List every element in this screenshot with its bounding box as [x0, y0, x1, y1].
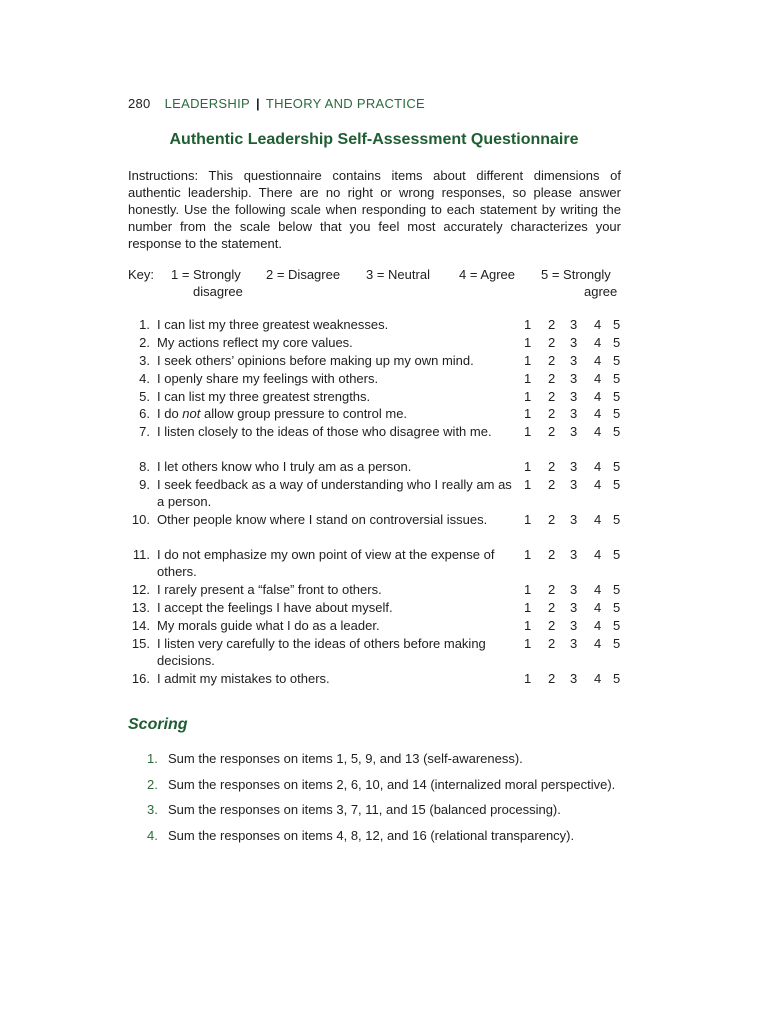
header-section: LEADERSHIP: [164, 96, 250, 111]
key-option-3: 3 = Neutral: [366, 267, 430, 282]
scoring-step-number: 2.: [147, 776, 158, 792]
rating-option-3[interactable]: 3: [570, 352, 578, 368]
item-text: I let others know who I truly am as a person.: [157, 459, 412, 475]
rating-option-1[interactable]: 1: [524, 512, 532, 528]
item-text: I do not emphasize my own point of view at the expense of others.: [157, 547, 495, 580]
rating-option-4[interactable]: 4: [594, 352, 602, 368]
scoring-step-number: 1.: [147, 751, 158, 766]
rating-option-4[interactable]: 4: [594, 406, 602, 422]
scoring-step: [128, 827, 648, 853]
rating-option-2[interactable]: 2: [548, 635, 556, 651]
rating-option-3[interactable]: 3: [570, 317, 578, 332]
rating-option-1[interactable]: 1: [524, 370, 532, 386]
rating-option-1[interactable]: 1: [524, 459, 532, 475]
rating-option-5[interactable]: 5: [613, 582, 621, 598]
rating-option-2[interactable]: 2: [548, 582, 556, 598]
rating-option-3[interactable]: 3: [570, 670, 578, 686]
scoring-step-text: Sum the responses on items 4, 8, 12, and 16 (relational transparency).: [168, 828, 575, 844]
list-item: [128, 670, 622, 688]
rating-option-3[interactable]: 3: [570, 424, 578, 440]
rating-option-2[interactable]: 2: [548, 334, 556, 350]
item-number: 15.: [131, 635, 150, 651]
rating-option-5[interactable]: 5: [613, 635, 621, 651]
item-number: 3.: [139, 352, 150, 368]
rating-option-5[interactable]: 5: [613, 388, 621, 404]
rating-option-2[interactable]: 2: [548, 512, 556, 528]
key-option-5: 5 = Strongly: [541, 267, 611, 282]
scoring-step-number: 4.: [147, 828, 158, 844]
scoring-step: [128, 750, 648, 776]
item-text: I seek feedback as a way of understanding who I really am as a person.: [157, 477, 512, 510]
key-option-2: 2 = Disagree: [266, 267, 341, 282]
rating-option-4[interactable]: 4: [594, 459, 602, 475]
list-item: [128, 370, 622, 388]
item-number: 2.: [139, 334, 150, 350]
item-text: I can list my three greatest strengths.: [157, 388, 371, 404]
scoring-step-text: Sum the responses on items 2, 6, 10, and 14 (internalized moral perspective).: [168, 776, 616, 792]
instructions-paragraph: Instructions: This questionnaire contains items about different dimensions of authentic leadership. There are no right or wrong responses, so please answer honestly. Use the following scale when responding to each statement by writing the number from the scale below that you feel most accurately characterizes your response to the statement.: [128, 168, 621, 251]
rating-option-4[interactable]: 4: [594, 512, 602, 528]
key-option-4: 4 = Agree: [459, 267, 516, 282]
key-option-1: 1 = Strongly: [171, 267, 241, 282]
rating-option-5[interactable]: 5: [613, 670, 621, 686]
item-number: 7.: [139, 424, 150, 440]
list-item: [128, 405, 622, 423]
rating-option-3[interactable]: 3: [570, 406, 578, 422]
rating-option-5[interactable]: 5: [613, 406, 621, 422]
rating-option-3[interactable]: 3: [570, 582, 578, 598]
rating-option-5[interactable]: 5: [613, 512, 621, 528]
rating-option-5[interactable]: 5: [613, 547, 621, 563]
rating-option-3[interactable]: 3: [570, 477, 578, 493]
rating-option-4[interactable]: 4: [594, 370, 602, 386]
list-item: [128, 635, 622, 670]
rating-option-3[interactable]: 3: [570, 388, 578, 404]
header-subtitle: THEORY AND PRACTICE: [265, 96, 425, 111]
list-item: [128, 581, 622, 599]
rating-option-1[interactable]: 1: [524, 670, 532, 686]
rating-option-3[interactable]: 3: [570, 459, 578, 475]
item-number: 4.: [139, 370, 150, 386]
rating-option-1[interactable]: 1: [524, 317, 532, 332]
item-number: 14.: [131, 618, 150, 634]
item-text: I openly share my feelings with others.: [157, 370, 379, 386]
list-item: [128, 316, 622, 334]
rating-option-2[interactable]: 2: [548, 477, 556, 493]
rating-option-2[interactable]: 2: [548, 600, 556, 616]
rating-option-5[interactable]: 5: [613, 618, 621, 634]
rating-option-1[interactable]: 1: [524, 618, 532, 634]
rating-option-1[interactable]: 1: [524, 547, 532, 563]
rating-option-1[interactable]: 1: [524, 406, 532, 422]
running-header: [128, 96, 425, 111]
rating-option-2[interactable]: 2: [548, 670, 556, 686]
item-text: I admit my mistakes to others.: [157, 670, 330, 686]
rating-option-2[interactable]: 2: [548, 547, 556, 563]
item-number: 10.: [131, 512, 150, 528]
rating-option-4[interactable]: 4: [594, 334, 602, 350]
rating-option-2[interactable]: 2: [548, 352, 556, 368]
rating-option-5[interactable]: 5: [613, 334, 621, 350]
item-text: My actions reflect my core values.: [157, 334, 353, 350]
rating-option-4[interactable]: 4: [594, 600, 602, 616]
scoring-step-text: Sum the responses on items 1, 5, 9, and 13 (self-awareness).: [168, 751, 523, 766]
rating-option-4[interactable]: 4: [594, 670, 602, 686]
list-item: [128, 511, 622, 546]
rating-option-4[interactable]: 4: [594, 547, 602, 563]
rating-option-2[interactable]: 2: [548, 618, 556, 634]
scoring-step: [128, 776, 648, 802]
item-number: 6.: [139, 406, 150, 422]
rating-option-4[interactable]: 4: [594, 582, 602, 598]
rating-option-4[interactable]: 4: [594, 477, 602, 493]
rating-option-3[interactable]: 3: [570, 512, 578, 528]
rating-option-5[interactable]: 5: [613, 600, 621, 616]
rating-option-3[interactable]: 3: [570, 635, 578, 651]
page-title: Authentic Leadership Self-Assessment Questionnaire: [169, 131, 579, 148]
rating-option-1[interactable]: 1: [524, 635, 532, 651]
rating-option-4[interactable]: 4: [594, 388, 602, 404]
rating-option-1[interactable]: 1: [524, 582, 532, 598]
rating-option-1[interactable]: 1: [524, 600, 532, 616]
item-text: I accept the feelings I have about myself.: [157, 600, 393, 616]
list-item: [128, 476, 622, 511]
list-item: [128, 388, 622, 406]
rating-option-2[interactable]: 2: [548, 406, 556, 422]
rating-option-2[interactable]: 2: [548, 424, 556, 440]
item-text: I listen very carefully to the ideas of others before making decisions.: [157, 635, 486, 668]
rating-option-2[interactable]: 2: [548, 370, 556, 386]
scoring-step: [128, 801, 648, 827]
item-number: 16.: [131, 670, 150, 686]
rating-option-5[interactable]: 5: [613, 352, 621, 368]
rating-option-5[interactable]: 5: [613, 424, 621, 440]
item-text: I do not allow group pressure to control me.: [157, 406, 408, 422]
item-number: 5.: [139, 388, 150, 404]
scoring-steps: [128, 750, 648, 853]
item-text: I seek others’ opinions before making up my own mind.: [157, 352, 474, 368]
rating-option-2[interactable]: 2: [548, 459, 556, 475]
key-label: Key:: [128, 267, 155, 282]
scoring-step-number: 3.: [147, 802, 158, 818]
rating-option-5[interactable]: 5: [613, 459, 621, 475]
rating-option-5[interactable]: 5: [613, 317, 621, 332]
item-number: 11.: [132, 547, 150, 563]
rating-option-4[interactable]: 4: [594, 317, 602, 332]
item-text: My morals guide what I do as a leader.: [157, 618, 380, 634]
item-number: 1.: [139, 317, 150, 332]
rating-option-1[interactable]: 1: [524, 477, 532, 493]
rating-option-3[interactable]: 3: [570, 334, 578, 350]
scoring-step-text: Sum the responses on items 3, 7, 11, and 15 (balanced processing).: [168, 802, 561, 818]
rating-option-2[interactable]: 2: [548, 388, 556, 404]
item-number: 12.: [131, 582, 150, 598]
rating-option-1[interactable]: 1: [524, 352, 532, 368]
rating-option-1[interactable]: 1: [524, 424, 532, 440]
list-item: [128, 352, 622, 370]
scoring-heading: Scoring: [128, 716, 188, 733]
item-text: I listen closely to the ideas of those who disagree with me.: [157, 424, 492, 440]
rating-option-3[interactable]: 3: [570, 600, 578, 616]
list-item: [128, 458, 622, 476]
questionnaire-items: [128, 316, 622, 688]
item-text: Other people know where I stand on controversial issues.: [157, 512, 488, 528]
rating-option-3[interactable]: 3: [570, 547, 578, 563]
page-number: 280: [128, 96, 151, 111]
list-item: [128, 599, 622, 617]
item-number: 13.: [131, 600, 150, 616]
rating-option-4[interactable]: 4: [594, 635, 602, 651]
rating-option-3[interactable]: 3: [570, 370, 578, 386]
rating-option-5[interactable]: 5: [613, 370, 621, 386]
item-text: I can list my three greatest weaknesses.: [157, 317, 389, 332]
item-text: I rarely present a “false” front to others.: [157, 582, 382, 598]
rating-option-2[interactable]: 2: [548, 317, 556, 332]
rating-option-5[interactable]: 5: [613, 477, 621, 493]
rating-option-3[interactable]: 3: [570, 618, 578, 634]
rating-option-4[interactable]: 4: [594, 424, 602, 440]
key-option-1-sub: disagree: [193, 284, 243, 299]
rating-option-1[interactable]: 1: [524, 388, 532, 404]
list-item: [128, 617, 622, 635]
rating-option-1[interactable]: 1: [524, 334, 532, 350]
rating-option-4[interactable]: 4: [594, 618, 602, 634]
list-item: [128, 546, 622, 581]
list-item: [128, 423, 622, 458]
item-number: 9.: [139, 477, 150, 493]
header-separator: |: [255, 96, 260, 111]
key-option-5-sub: agree: [584, 284, 618, 299]
item-number: 8.: [139, 459, 150, 475]
list-item: [128, 334, 622, 352]
